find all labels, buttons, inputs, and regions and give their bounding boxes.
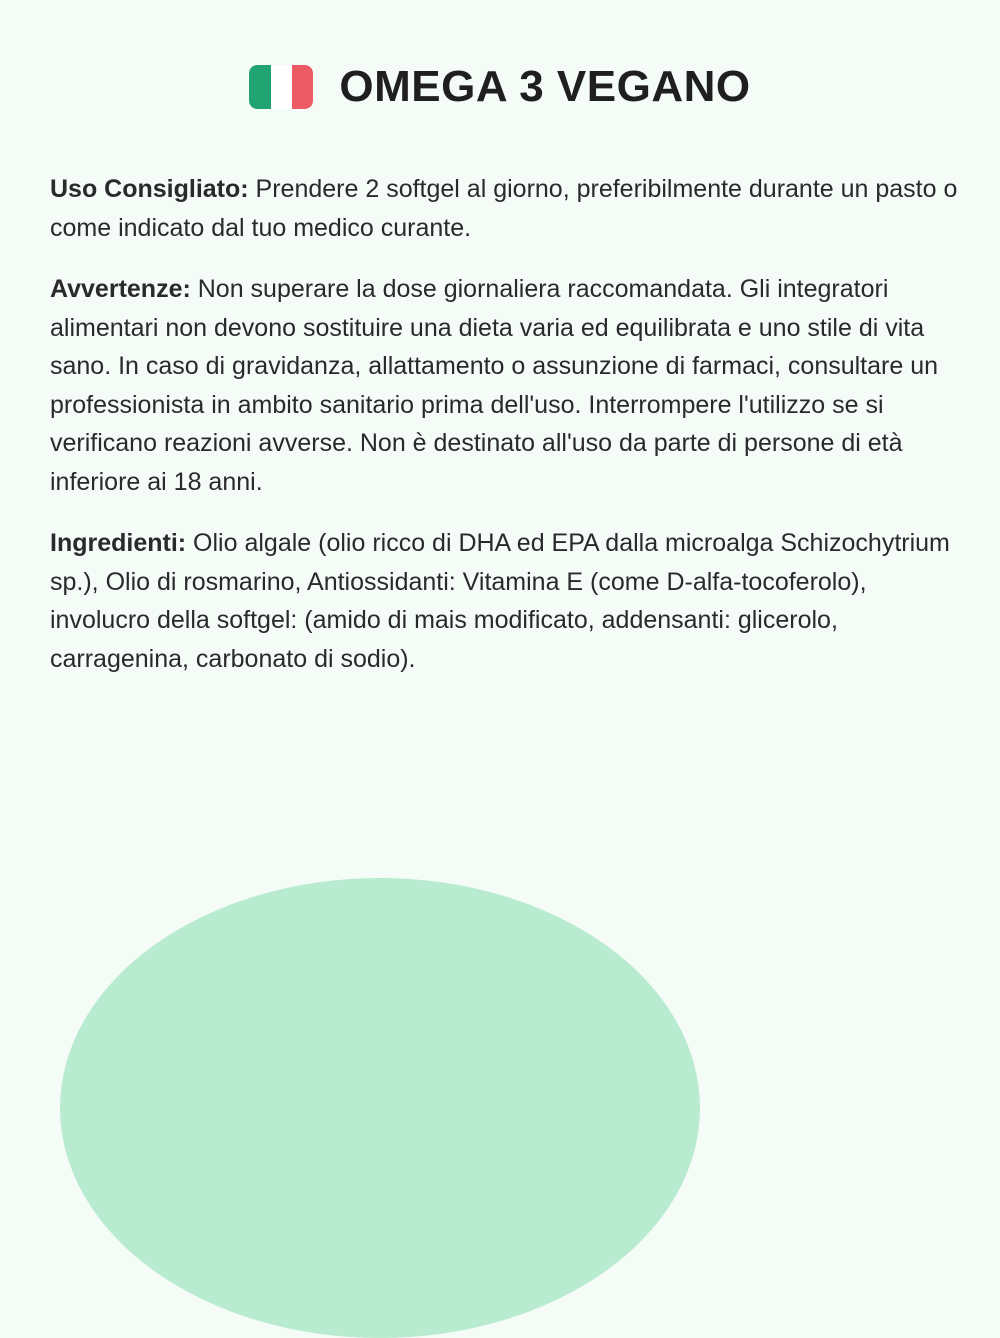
flag-white-stripe (271, 65, 292, 109)
warnings-section (50, 270, 960, 501)
flag-red-stripe (292, 65, 313, 109)
flag-green-stripe (249, 65, 270, 109)
ingredients-label: Ingredienti: (50, 529, 187, 557)
usage-label: Uso Consigliato: (50, 175, 249, 203)
decorative-circle (60, 878, 700, 1338)
italy-flag-icon (249, 65, 313, 109)
page-title: OMEGA 3 VEGANO (339, 62, 751, 111)
header (0, 62, 1000, 112)
ingredients-text: Olio algale (olio ricco di DHA ed EPA dalla microalga Schizochytrium sp.), Olio di rosmarino, Antiossidanti: Vitamina E (come D-alfa-tocoferolo), involucro della softgel: (amido di mais modificato, addensanti: glicerolo, carragenina, carbonato di sodio). (50, 529, 950, 673)
warnings-label: Avvertenze: (50, 275, 191, 303)
warnings-text: Non superare la dose giornaliera raccomandata. Gli integratori alimentari non devono sostituire una dieta varia ed equilibrata e uno stile di vita sano. In caso di gravidanza, allattamento o assunzione di farmaci, consultare un professionista in ambito sanitario prima dell'uso. Interrompere l'utilizzo se si verificano reazioni avverse. Non è destinato all'uso da parte di persone di età inferiore ai 18 anni. (50, 275, 939, 496)
usage-section (50, 170, 960, 247)
usage-text: Prendere 2 softgel al giorno, preferibilmente durante un pasto o come indicato dal tuo medico curante. (50, 175, 958, 242)
info-content (50, 170, 960, 678)
ingredients-section (50, 524, 960, 678)
